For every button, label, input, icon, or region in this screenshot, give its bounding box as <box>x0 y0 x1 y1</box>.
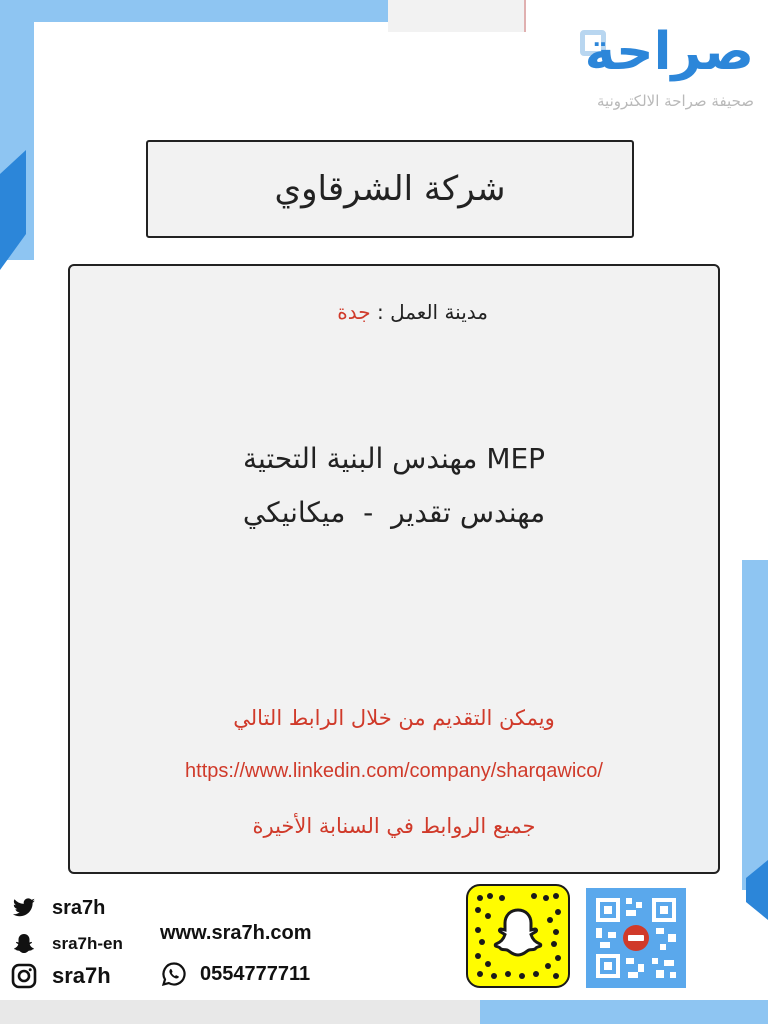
snapchat-icon <box>10 930 38 958</box>
whatsapp-number: 0554777711 <box>200 962 311 985</box>
snapcode-image[interactable] <box>466 884 570 988</box>
whatsapp-row[interactable] <box>160 960 310 988</box>
job-title-1: MEP مهندس البنية التحتية <box>242 442 546 475</box>
snapcode-graphic <box>468 886 568 986</box>
decor-top-grey <box>388 0 526 32</box>
twitter-handle: sra7h <box>52 896 106 919</box>
snapchat-handle-row[interactable] <box>10 930 123 958</box>
logo-tagline: صحيفة صراحة الالكترونية <box>597 92 754 110</box>
brand-logo <box>574 18 760 118</box>
links-note: جميع الروابط في السنابة الأخيرة <box>252 814 536 838</box>
logo-wordmark: صراحة <box>584 22 754 82</box>
decor-top-blue <box>0 0 388 22</box>
city-value: جدة <box>337 300 371 324</box>
work-city <box>337 300 488 324</box>
decor-bottom-blue <box>480 1000 768 1024</box>
instagram-icon <box>10 962 38 990</box>
twitter-handle-row[interactable] <box>10 894 105 922</box>
job-details-box <box>68 264 720 874</box>
apply-instructions: ويمكن التقديم من خلال الرابط التالي <box>233 706 555 730</box>
city-label: مدينة العمل : <box>377 300 488 324</box>
website-link[interactable]: www.sra7h.com <box>160 922 312 944</box>
snapchat-handle: sra7h-en <box>52 934 123 953</box>
job-title-2: مهندس تقدير - ميكانيكي <box>242 496 546 529</box>
whatsapp-icon <box>160 960 188 988</box>
qr-code-graphic <box>586 888 686 988</box>
twitter-icon <box>10 894 38 922</box>
qr-code-image[interactable] <box>586 888 686 988</box>
decor-right-blue <box>742 560 768 890</box>
instagram-handle-row[interactable] <box>10 962 111 990</box>
apply-link[interactable]: https://www.linkedin.com/company/sharqawico/ <box>185 760 603 782</box>
company-box <box>146 140 634 238</box>
instagram-handle: sra7h <box>52 963 111 988</box>
company-name: شركة الشرقاوي <box>274 169 506 209</box>
